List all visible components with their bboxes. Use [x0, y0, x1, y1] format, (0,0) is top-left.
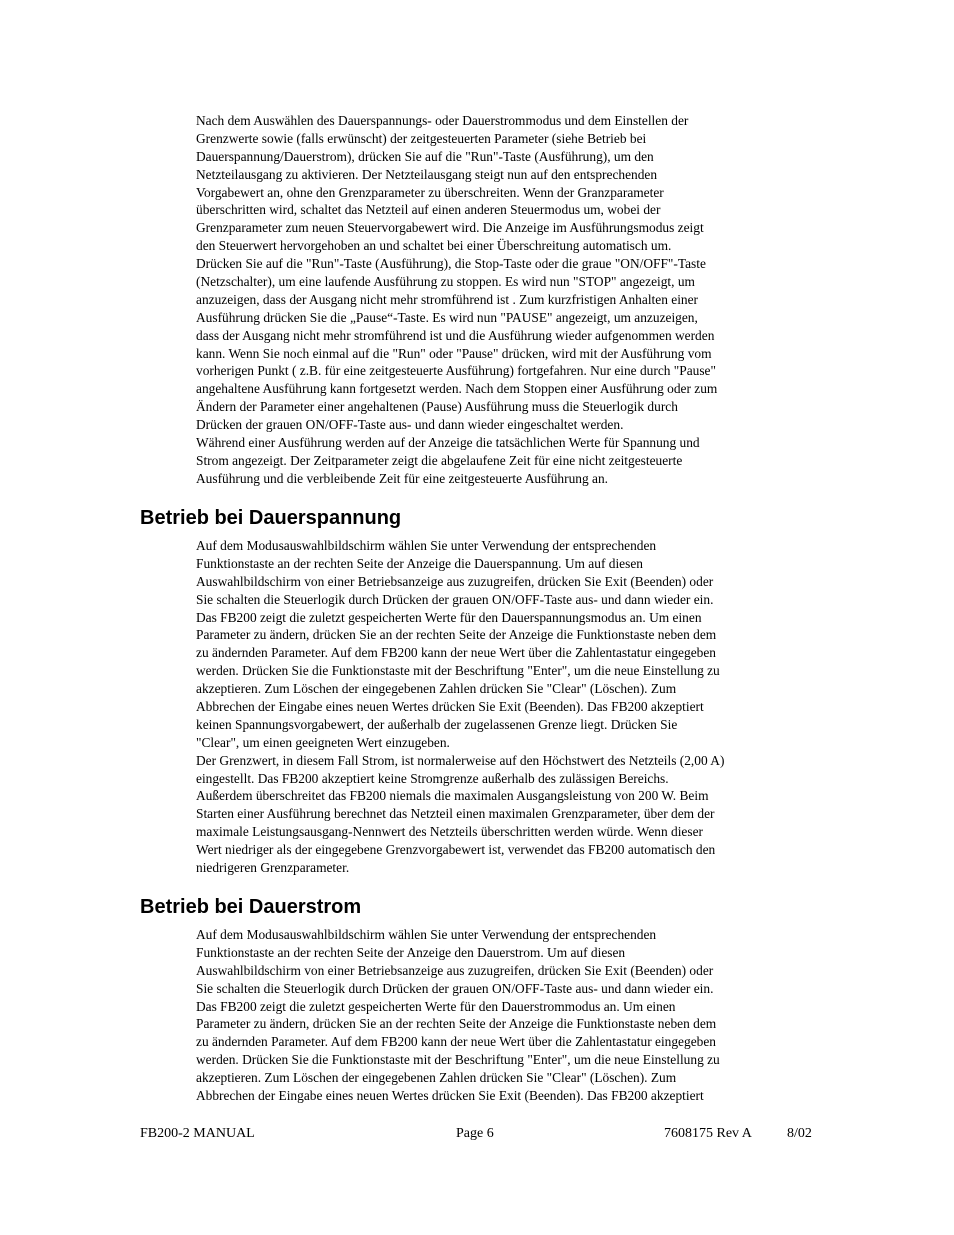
text-line: Funktionstaste an der rechten Seite der Anzeige die Dauerspannung. Um auf diesen — [196, 555, 643, 571]
text-line: (Netzschalter), um eine laufende Ausführung zu stoppen. Es wird nun "STOP" angezeigt, um — [196, 274, 695, 290]
text-line: zu ändernden Parameter. Auf dem FB200 kann der neue Wert über die Zahlentastatur eingegeben — [196, 1034, 716, 1050]
footer-page-number: Page 6 — [456, 1126, 494, 1141]
text-line: keinen Spannungsvorgabewert, der außerhalb der zugelassenen Grenze liegt. Drücken Sie — [196, 716, 678, 732]
text-line: überschritten wird, schaltet das Netzteil auf einen anderen Steuermodus um, wobei der — [196, 202, 661, 218]
text-line: den Steuerwert hervorgehoben an und schaltet bei einer Überschreitung automatisch um. — [196, 238, 672, 254]
text-line: Abbrechen der Eingabe eines neuen Wertes drücken Sie Exit (Beenden). Das FB200 akzeptiert — [196, 699, 704, 715]
text-line: Starten einer Ausführung berechnet das Netzteil einen maximalen Grenzparameter, über dem der — [196, 806, 715, 822]
footer-doc-number: 7608175 Rev A — [664, 1126, 752, 1141]
text-line: angehaltene Ausführung kann fortgesetzt werden. Nach dem Stoppen einer Ausführung oder zum — [196, 381, 718, 397]
text-line: Grenzwerte sowie (falls erwünscht) der zeitgesteuerten Parameter (siehe Betrieb bei — [196, 130, 647, 146]
text-line: Sie schalten die Steuerlogik durch Drücken der grauen ON/OFF-Taste aus- und dann wieder ein. — [196, 980, 714, 996]
text-line: anzuzeigen, dass der Ausgang nicht mehr stromführend ist . Zum kurzfristigen Anhalten einer — [196, 291, 699, 307]
text-line: Während einer Ausführung werden auf der Anzeige die tatsächlichen Werte für Spannung und — [196, 435, 700, 451]
text-line: maximale Leistungsausgang-Nennwert des Netzteils überschritten werden würde. Wenn dieser — [196, 824, 703, 840]
text-line: Das FB200 zeigt die zuletzt gespeicherten Werte für den Dauerspannungsmodus an. Um einen — [196, 609, 702, 625]
text-line: Funktionstaste an der rechten Seite der Anzeige den Dauerstrom. Um auf diesen — [196, 944, 626, 960]
text-line: kann. Wenn Sie noch einmal auf die "Run" oder "Pause" drücken, wird mit der Ausführung vom — [196, 345, 712, 361]
text-line: niedrigeren Grenzparameter. — [196, 860, 350, 876]
text-line: Sie schalten die Steuerlogik durch Drücken der grauen ON/OFF-Taste aus- und dann wieder ein. — [196, 591, 714, 607]
text-line: Wert niedriger als der eingegebene Grenzvorgabewert ist, verwendet das FB200 automatisch den — [196, 842, 716, 858]
text-line: werden. Drücken Sie die Funktionstaste mit der Beschriftung "Enter", um die neue Einstellung zu — [196, 663, 720, 679]
dauerspannung-paragraph — [196, 537, 816, 877]
text-line: Drücken Sie auf die "Run"-Taste (Ausführung), die Stop-Taste oder die graue "ON/OFF"-Taste — [196, 256, 706, 272]
text-line: eingestellt. Das FB200 akzeptiert keine Stromgrenze außerhalb des zulässigen Bereichs. — [196, 770, 669, 786]
text-line: akzeptieren. Zum Löschen der eingegebenen Zahlen drücken Sie "Clear" (Löschen). Zum — [196, 681, 677, 697]
section-heading-dauerstrom: Betrieb bei Dauerstrom — [140, 896, 362, 918]
text-line: Auswahlbildschirm von einer Betriebsanzeige aus zuzugreifen, drücken Sie Exit (Beenden) oder — [196, 573, 714, 589]
text-line: akzeptieren. Zum Löschen der eingegebenen Zahlen drücken Sie "Clear" (Löschen). Zum — [196, 1070, 677, 1086]
text-line: Parameter zu ändern, drücken Sie an der rechten Seite der Anzeige die Funktionstaste neben dem — [196, 627, 717, 643]
text-line: dass der Ausgang nicht mehr stromführend ist und die Ausführung wieder aufgenommen werden — [196, 327, 715, 343]
text-line: Ausführung drücken Sie die „Pause“-Taste. Es wird nun "PAUSE" angezeigt, um anzuzeigen, — [196, 309, 698, 325]
text-line: Strom angezeigt. Der Zeitparameter zeigt die abgelaufene Zeit für eine nicht zeitgesteuerte — [196, 452, 683, 468]
text-line: Auf dem Modusauswahlbildschirm wählen Sie unter Verwendung der entsprechenden — [196, 538, 657, 553]
text-line: Auf dem Modusauswahlbildschirm wählen Sie unter Verwendung der entsprechenden — [196, 927, 657, 942]
text-line: Abbrechen der Eingabe eines neuen Wertes drücken Sie Exit (Beenden). Das FB200 akzeptiert — [196, 1088, 704, 1104]
text-line: "Clear", um einen geeigneten Wert einzugeben. — [196, 734, 450, 750]
text-line: Netzteilausgang zu aktivieren. Der Netzteilausgang steigt nun auf den entsprechenden — [196, 166, 658, 182]
footer-date: 8/02 — [787, 1126, 812, 1141]
text-line: Auswahlbildschirm von einer Betriebsanzeige aus zuzugreifen, drücken Sie Exit (Beenden) oder — [196, 962, 714, 978]
text-line: Nach dem Auswählen des Dauerspannungs- oder Dauerstrommodus und dem Einstellen der — [196, 113, 689, 128]
text-line: Parameter zu ändern, drücken Sie an der rechten Seite der Anzeige die Funktionstaste neben dem — [196, 1016, 717, 1032]
section-heading-dauerspannung: Betrieb bei Dauerspannung — [140, 507, 402, 529]
dauerstrom-paragraph — [196, 926, 816, 1105]
text-line: zu ändernden Parameter. Auf dem FB200 kann der neue Wert über die Zahlentastatur eingegeben — [196, 645, 716, 661]
text-line: Drücken der grauen ON/OFF-Taste aus- und dann wieder eingeschaltet werden. — [196, 417, 624, 433]
text-line: Außerdem überschreitet das FB200 niemals die maximalen Ausgangsleistung von 200 W. Beim — [196, 788, 709, 804]
text-line: werden. Drücken Sie die Funktionstaste mit der Beschriftung "Enter", um die neue Einstellung zu — [196, 1052, 720, 1068]
text-line: Ausführung und die verbleibende Zeit für eine zeitgesteuerte Ausführung an. — [196, 470, 608, 486]
text-line: Ändern der Parameter einer angehaltenen (Pause) Ausführung muss die Steuerlogik durch — [196, 399, 678, 415]
intro-paragraph — [196, 112, 816, 488]
text-line: Das FB200 zeigt die zuletzt gespeicherten Werte für den Dauerstrommodus an. Um einen — [196, 998, 676, 1014]
footer-manual-name: FB200-2 MANUAL — [140, 1126, 255, 1141]
text-line: Der Grenzwert, in diesem Fall Strom, ist normalerweise auf den Höchstwert des Netzteils (2,00 A) — [196, 752, 725, 768]
text-line: Vorgabewert an, ohne den Grenzparameter zu überschreiten. Wenn der Granzparameter — [196, 184, 664, 200]
text-line: Dauerspannung/Dauerstrom), drücken Sie auf die "Run"-Taste (Ausführung), um den — [196, 148, 654, 164]
text-line: vorherigen Punkt ( z.B. für eine zeitgesteuerte Ausführung) fortgefahren. Nur eine durch "Pause" — [196, 363, 716, 379]
text-line: Grenzparameter zum neuen Steuervorgabewert wird. Die Anzeige im Ausführungsmodus zeigt — [196, 220, 704, 236]
